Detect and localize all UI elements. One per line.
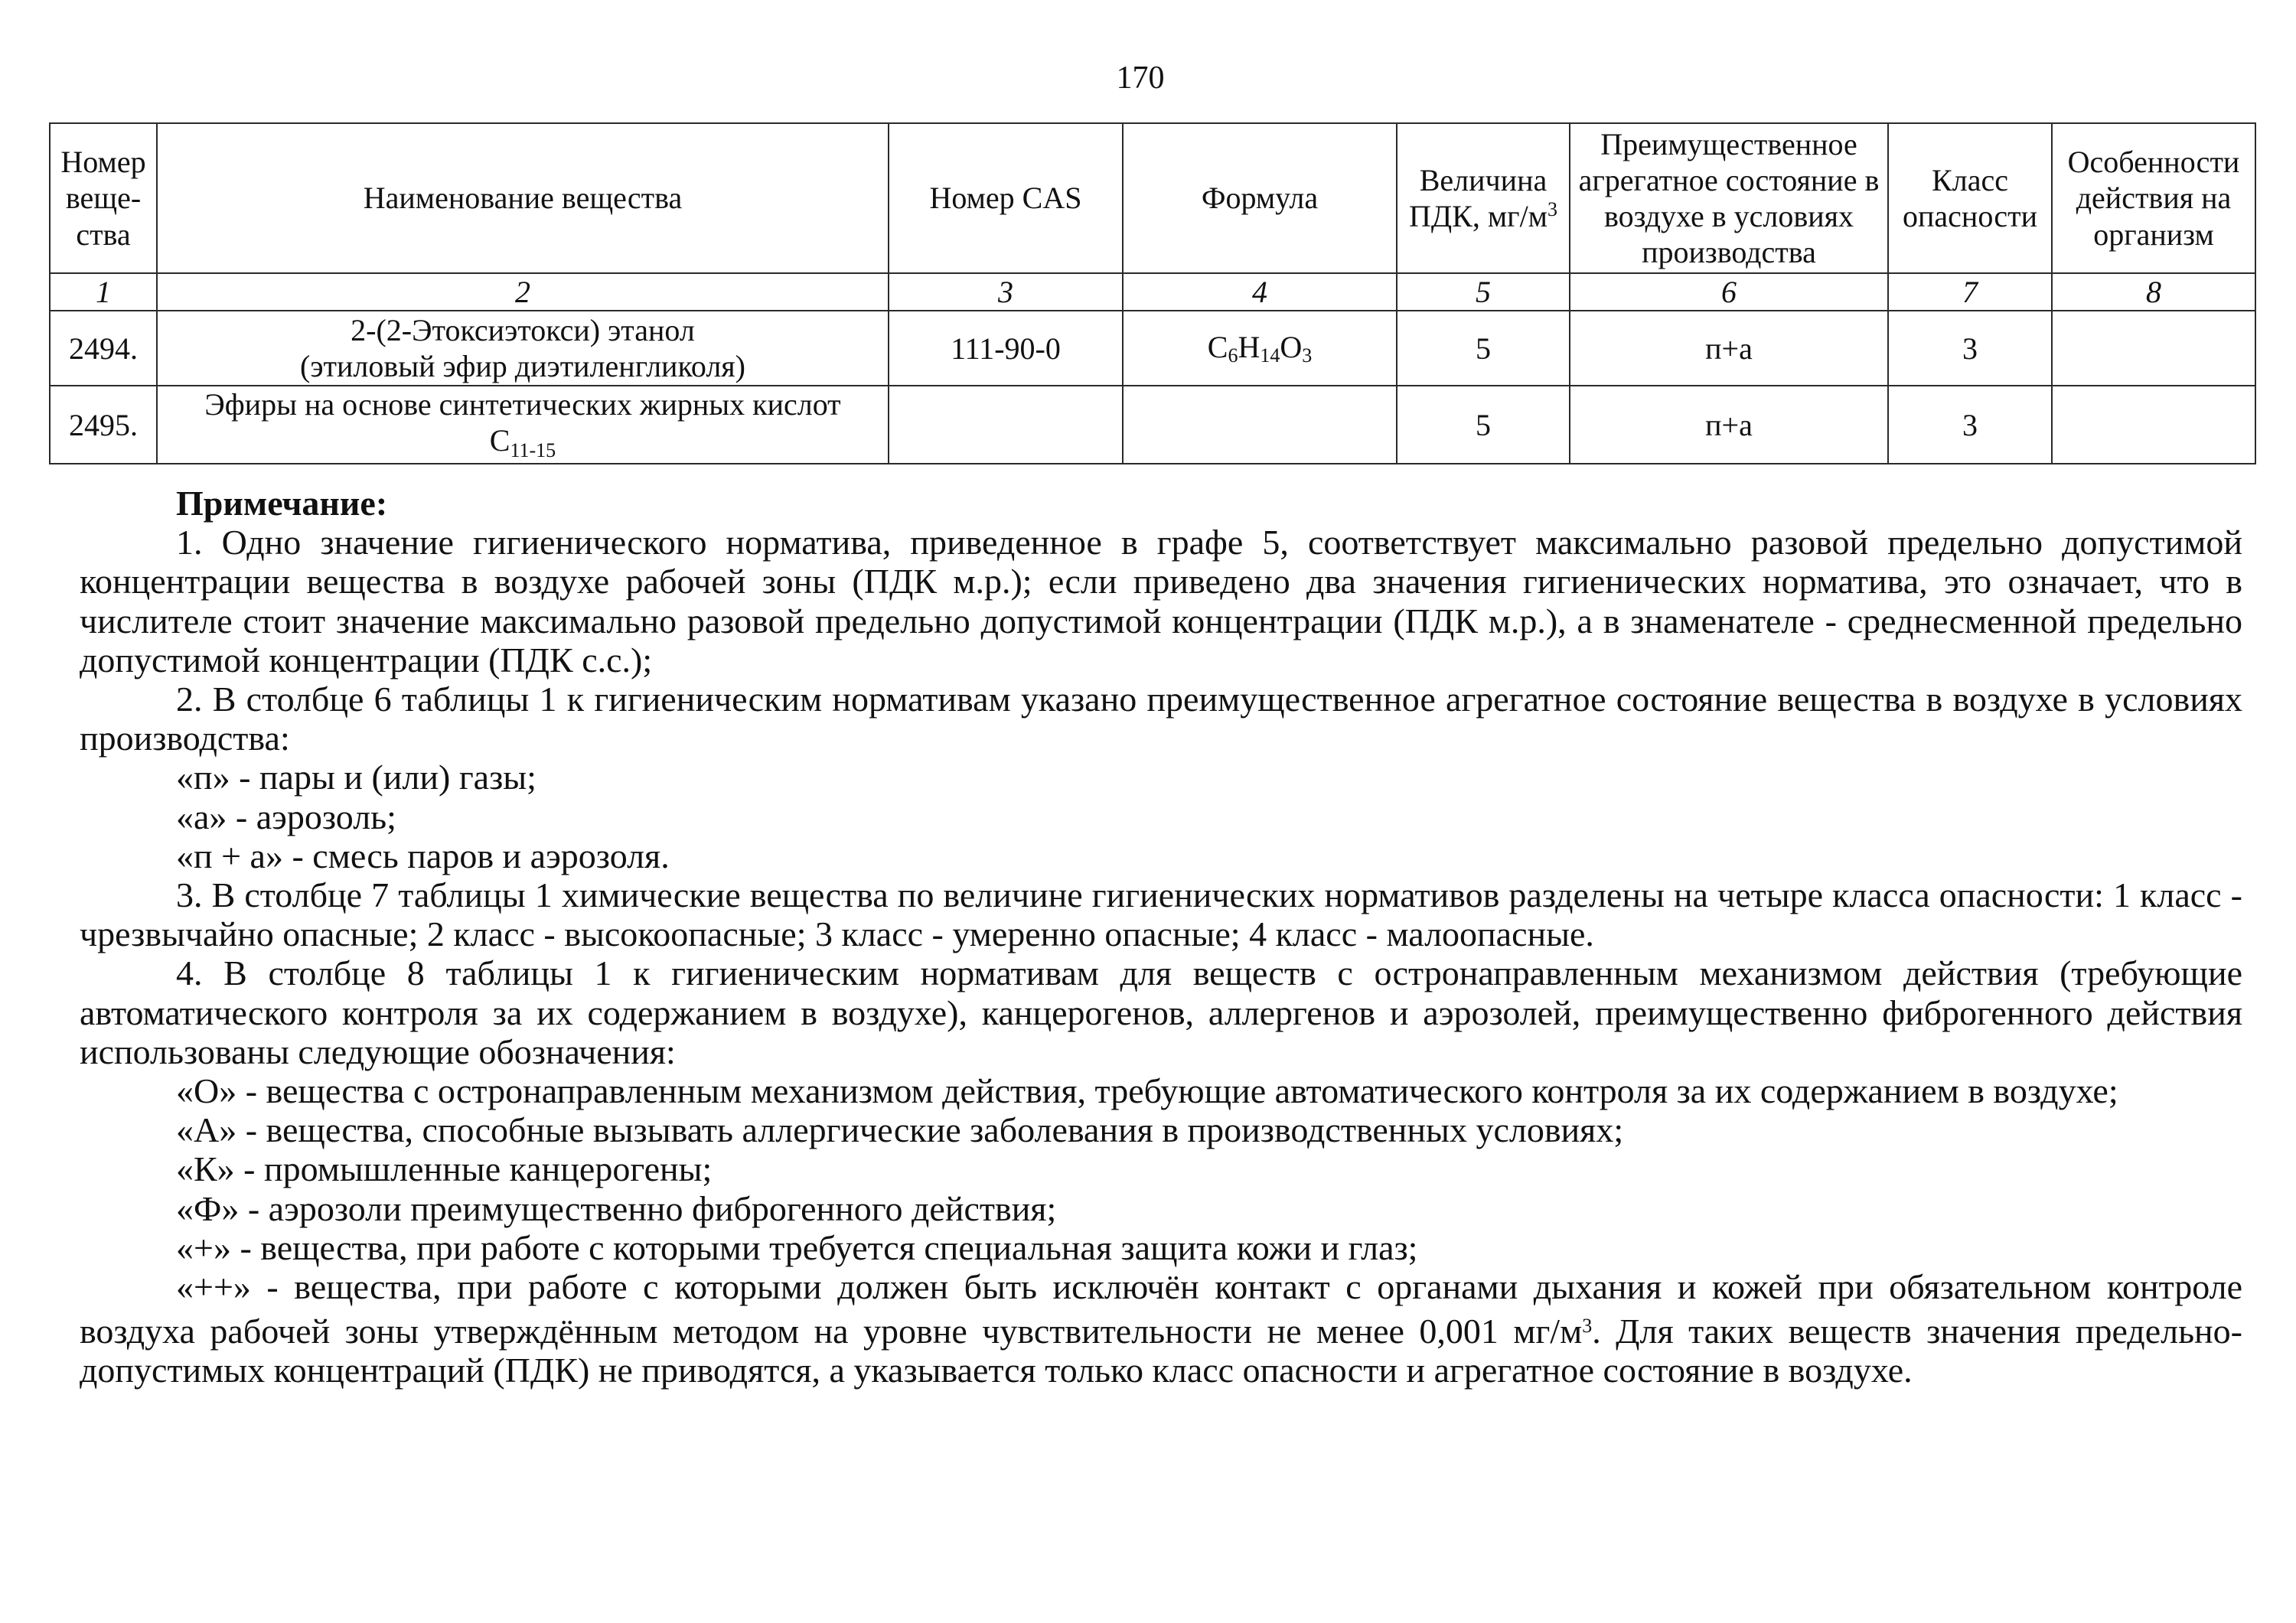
column-number: 1 [50,273,157,311]
header-substance-name: Наименование вещества [157,123,889,273]
note-paragraph: 1. Одно значение гигиенического норматива, приведенное в графе 5, соответствует максимально разовой предельно допустимой концентрации вещества в воздухе рабочей зоны (ПДК м.р.); если приведено два значения гигиенических норматива, это означает, что в числителе стоит значение максимально разовой предельно допустимой концентрации (ПДК м.р.), а в знаменателе - среднесменной предельно допустимой концентрации (ПДК с.с.); [80,523,2242,680]
cas-number [889,386,1123,464]
substance-name-line [161,422,885,463]
note-text: . Для таких веществ значения предельно-допустимых концентраций (ПДК) не приводятся, а указывается только класс опасности и агрегатное состояние в воздухе. [80,1312,2242,1390]
page-number: 170 [1116,60,1165,96]
note-list-item: «п» - пары и (или) газы; [176,758,536,797]
row-number: 2495. [50,386,157,464]
substance-name-line: 2-(2-Этоксиэтокси) этанол [351,313,695,347]
formula-element: C [1207,329,1228,364]
note-paragraph: 2. В столбце 6 таблицы 1 к гигиеническим нормативам указано преимущественное агрегатное состояние вещества в воздухе в условиях производства: [80,680,2242,758]
formula-element: O [1280,329,1303,364]
hazard-class: 3 [1888,386,2052,464]
substance-name-subscript: 11-15 [510,439,556,462]
substance-name-line: Эфиры на основе синтетических жирных кислот [204,387,841,422]
header-formula: Формула [1123,123,1397,273]
formula-element: H [1238,329,1261,364]
note-superscript: 3 [1582,1315,1593,1338]
header-aggregate-state: Преимущественное агрегатное состояние в воздухе в условиях производства [1570,123,1888,273]
substance-name-line: (этиловый эфир диэтиленгликоля) [300,349,745,384]
substance-name [157,386,889,464]
header-pdk-superscript: 3 [1548,198,1557,220]
header-substance-number: Номер веще-ства [50,123,157,273]
action-features [2052,386,2255,464]
formula-subscript: 6 [1228,344,1238,367]
formula-subscript: 14 [1260,344,1280,367]
aggregate-state: п+а [1570,386,1888,464]
header-hazard-class: Класс опасности [1888,123,2052,273]
header-cas-number: Номер CAS [889,123,1123,273]
formula-subscript: 3 [1302,344,1313,367]
note-list-item: «О» - вещества с остронаправленным механизмом действия, требующие автоматического контроля за их содержанием в воздухе; [176,1071,2118,1111]
column-number: 4 [1123,273,1397,311]
note-paragraph: 4. В столбце 8 таблицы 1 к гигиеническим нормативам для веществ с остронаправленным механизмом действия (требующие автоматического контроля за их содержанием в воздухе), канцерогенов, аллергенов и аэрозолей, преимущественно фиброгенного действия использованы следующие обозначения: [80,953,2242,1071]
header-pdk-label: Величина ПДК, мг/м [1409,162,1548,233]
table-header-row [50,123,2255,273]
action-features [2052,311,2255,386]
column-number: 8 [2052,273,2255,311]
header-features: Особенности действия на организм [2052,123,2255,273]
note-list-item: «+» - вещества, при работе с которыми требуется специальная защита кожи и глаз; [176,1227,1418,1267]
chemical-formula [1123,311,1397,386]
note-list-item: «Ф» - аэрозоли преимущественно фиброгенного действия; [176,1188,1057,1228]
pdk-value: 5 [1397,386,1570,464]
table-row [50,386,2255,464]
note-list-item: «К» - промышленные канцерогены; [176,1149,713,1189]
row-number: 2494. [50,311,157,386]
note-list-item: «п + а» - смесь паров и аэрозоля. [176,836,670,875]
substance-name-base: C [489,423,510,458]
note-paragraph: 3. В столбце 7 таблицы 1 химические вещества по величине гигиенических нормативов разделены на четыре класса опасности: 1 класс - чрезвычайно опасные; 2 класс - высокоопасные; 3 класс - умеренно опасные; 4 класс - малоопасные. [80,875,2242,954]
note-list-item: «А» - вещества, способные вызывать аллергические заболевания в производственных условиях; [176,1110,1624,1150]
notes-section [80,484,2242,1390]
column-number: 6 [1570,273,1888,311]
notes-title: Примечание: [176,484,388,523]
column-numbers-row [50,273,2255,311]
column-number: 2 [157,273,889,311]
aggregate-state: п+а [1570,311,1888,386]
substances-table [49,122,2256,464]
note-list-item [80,1267,2242,1390]
column-number: 3 [889,273,1123,311]
chemical-formula [1123,386,1397,464]
column-number: 7 [1888,273,2052,311]
column-number: 5 [1397,273,1570,311]
hazard-class: 3 [1888,311,2052,386]
pdk-value: 5 [1397,311,1570,386]
header-pdk-value [1397,123,1570,273]
table-row [50,311,2255,386]
note-list-item: «а» - аэрозоль; [176,797,396,836]
note-text: «++» - вещества, при работе с которыми должен быть исключён контакт с органами дыхания и кожей при обязательном контроле воздуха рабочей зоны утверждённым методом на уровне чувствительности не менее 0,001 мг/м [80,1267,2242,1351]
cas-number: 111-90-0 [889,311,1123,386]
substance-name [157,311,889,386]
